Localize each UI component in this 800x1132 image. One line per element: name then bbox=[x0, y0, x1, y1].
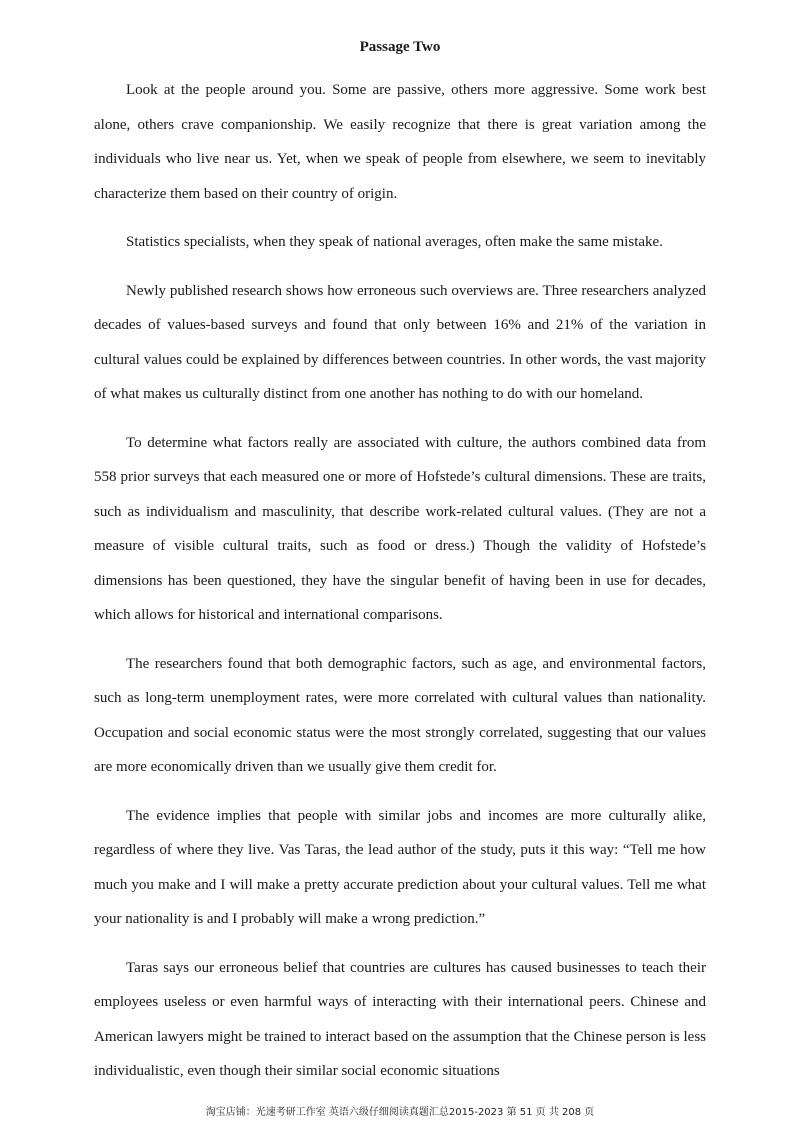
paragraph: Taras says our erroneous belief that countries are cultures has caused businesses to teach their employees useless or even harmful ways of interacting with their international peers. Chinese and American lawyers might be trained to interact based on the assumption that the Chinese person is less individualistic, even though their similar social economic situations bbox=[94, 959, 706, 1079]
paragraph: To determine what factors really are associated with culture, the authors combined data from 558 prior surveys that each measured one or more of Hofstede’s cultural dimensions. These are traits, such as individualism and masculinity, that describe work-related cultural values. (They are not a measure of visible cultural traits, such as food or dress.) Though the validity of Hofstede’s dimensions has been questioned, they have the singular benefit of having been in use for decades, which allows for historical and international comparisons. bbox=[94, 434, 706, 623]
passage-body bbox=[94, 73, 706, 1103]
paragraph: Newly published research shows how erroneous such overviews are. Three researchers analyzed decades of values-based surveys and found that only between 16% and 21% of the variation in cultural values could be explained by differences between countries. In other words, the vast majority of what makes us culturally distinct from one another has nothing to do with our homeland. bbox=[94, 282, 706, 402]
paragraph: The evidence implies that people with similar jobs and incomes are more culturally alike, regardless of where they live. Vas Taras, the lead author of the study, puts it this way: “Tell me how much you make and I will make a pretty accurate prediction about your cultural values. Tell me what your nationality is and I probably will make a wrong prediction.” bbox=[94, 807, 706, 927]
paragraph: The researchers found that both demographic factors, such as age, and environmental factors, such as long-term unemployment rates, were more correlated with cultural values than nationality. Occupation and social economic status were the most strongly correlated, suggesting that our values are more economically driven than we usually give them credit for. bbox=[94, 655, 706, 775]
paragraph: Look at the people around you. Some are passive, others more aggressive. Some work best alone, others crave companionship. We easily recognize that there is great variation among the individuals who live near us. Yet, when we speak of people from elsewhere, we seem to inevitably characterize them based on their country of origin. bbox=[94, 82, 706, 202]
passage-title: Passage Two bbox=[359, 39, 441, 55]
page-footer: 淘宝店铺：光速考研工作室 英语六级仔细阅读真题汇总2015-2023 第 51 页 共 208 页 bbox=[205, 1107, 595, 1118]
paragraph: Statistics specialists, when they speak of national averages, often make the same mistake. bbox=[126, 234, 663, 250]
